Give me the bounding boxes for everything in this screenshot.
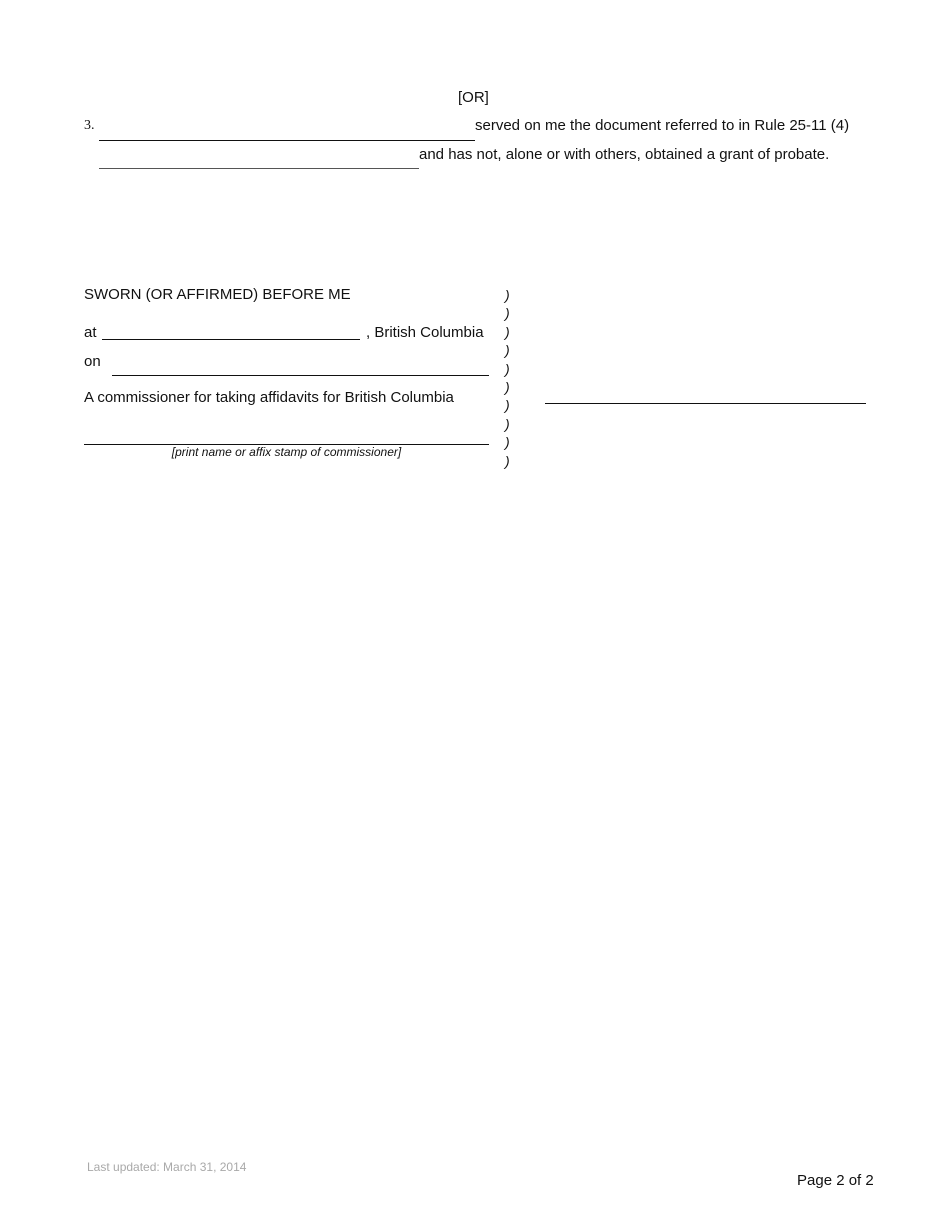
province-label: , British Columbia — [366, 324, 484, 341]
deponent-signature-line[interactable] — [545, 403, 866, 404]
last-updated: Last updated: March 31, 2014 — [87, 1160, 247, 1174]
page-number: Page 2 of 2 — [797, 1172, 874, 1189]
parenthesis: ) — [505, 305, 510, 322]
sworn-heading: SWORN (OR AFFIRMED) BEFORE ME — [84, 286, 351, 303]
parenthesis: ) — [505, 323, 510, 340]
grant-text: and has not, alone or with others, obtained a grant of probate. — [419, 146, 830, 163]
parenthesis: ) — [505, 452, 510, 469]
parenthesis: ) — [505, 434, 510, 451]
alternative-marker: [OR] — [458, 89, 489, 106]
parenthesis: ) — [505, 342, 510, 359]
parenthesis: ) — [505, 287, 510, 303]
parenthesis: ) — [505, 360, 510, 377]
served-text: served on me the document referred to in Rule 25-11 (4) — [475, 117, 850, 134]
served-by-name-blank[interactable] — [99, 140, 475, 141]
parenthesis: ) — [505, 415, 510, 432]
parenthesis: ) — [505, 397, 510, 414]
item-number: 3. — [84, 118, 95, 133]
parenthesis: ) — [505, 378, 510, 395]
on-label: on — [84, 353, 101, 370]
stamp-caption: [print name or affix stamp of commissioner] — [171, 445, 402, 459]
location-blank[interactable] — [102, 339, 360, 340]
commissioner-label: A commissioner for taking affidavits for British Columbia — [84, 389, 454, 406]
parentheses-column — [505, 286, 517, 470]
date-blank[interactable] — [112, 375, 489, 376]
at-label: at — [84, 324, 97, 341]
served-by-name-blank-2[interactable] — [99, 168, 419, 169]
